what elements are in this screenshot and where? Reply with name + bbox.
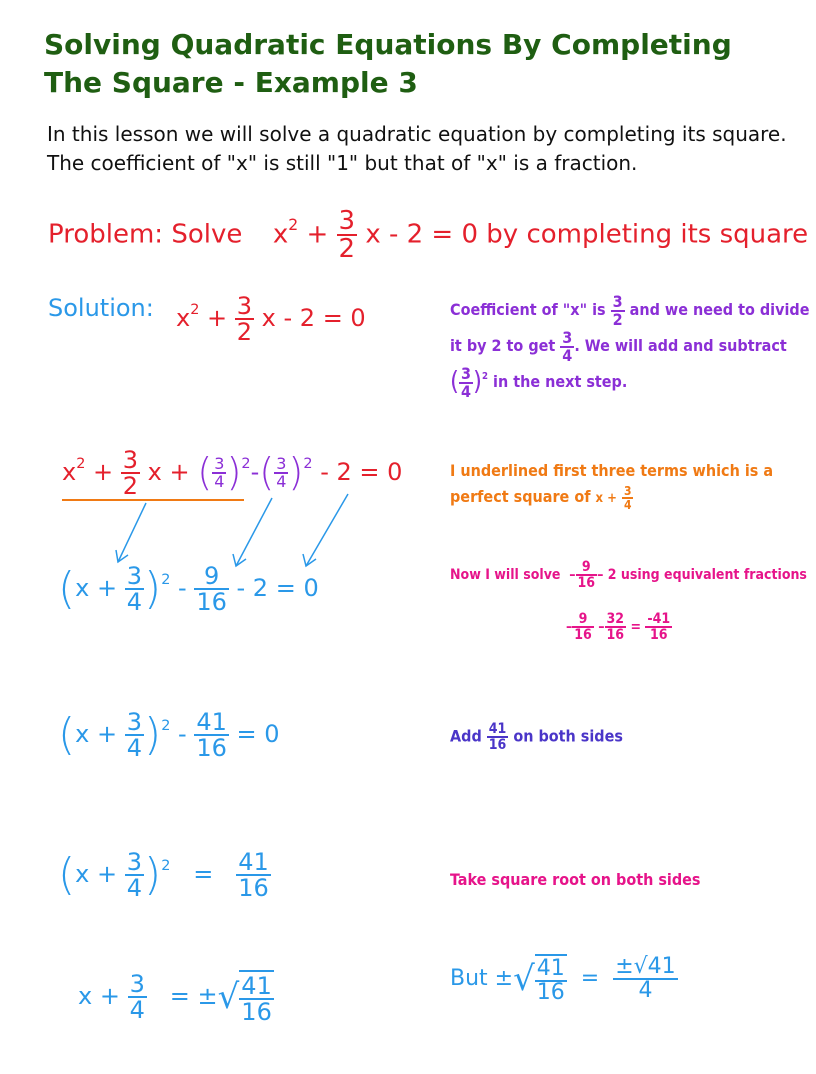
note-equivalent-fractions: Now I will solve – $\frac{9}{16}$ – 2 using equivalent fractions	[450, 559, 807, 591]
problem-label: Problem: Solve	[48, 219, 243, 250]
problem-rest: x - 2 = 0 by completing its square	[365, 219, 809, 250]
step1-equation: $x^2$ + $\frac{3}{2}$ x + ( $\frac{3}{4}$ )$^2$-( $\frac{3}{4}$ )$^2$ - 2 = 0	[62, 446, 403, 500]
problem-fraction: $\frac{3}{2}$	[338, 206, 356, 264]
problem-exponent: 2	[288, 216, 299, 235]
problem-x: x	[272, 219, 289, 250]
note-equivalent-calc: – $\frac{9}{16}$ – $\frac{32}{16}$ = $\frac{-41}{16}$	[566, 611, 671, 643]
intro-paragraph: In this lesson we will solve a quadratic equation by completing its square. The coefficient of "x" is still "1" but that of "x" is a fraction.	[47, 122, 787, 175]
page-title: Solving Quadratic Equations By Completing The Square - Example 3	[44, 28, 732, 99]
note-coefficient: Coefficient of "x" is $\frac{3}{2}$ and we need to divide it by 2 to get $\frac{3}{4}$ . We will add and subtract ( $\frac{3}{4}$ )$^2$ in the next step.	[450, 291, 810, 401]
note-underline: I underlined first three terms which is a perfect square of x + $\frac{3}{4}$	[450, 461, 774, 512]
solution-equation: $x^2$ + $\frac{3}{2}$ x - 2 = 0	[176, 292, 366, 346]
step3-equation: (x + $\frac{3}{4}$ )$^2$ - $\frac{41}{16}$ = 0	[58, 708, 280, 762]
note-add: Add $\frac{41}{16}$ on both sides	[450, 721, 623, 753]
problem-plus: +	[306, 219, 329, 250]
step5-equation: x + $\frac{3}{4}$ = ±√ $\frac{41}{16}$	[78, 970, 272, 1026]
solution-label: Solution:	[48, 294, 154, 322]
note-but: But ±√ $\frac{41}{16}$ = $\frac{\pm√41}{4}$	[450, 954, 676, 1005]
step2-equation: (x + $\frac{3}{4}$ )$^2$ - $\frac{9}{16}$ - 2 = 0	[58, 562, 319, 616]
note-square-root: Take square root on both sides	[450, 870, 701, 889]
step4-equation: (x + $\frac{3}{4}$ )$^2$ = $\frac{41}{16}$	[58, 848, 269, 902]
